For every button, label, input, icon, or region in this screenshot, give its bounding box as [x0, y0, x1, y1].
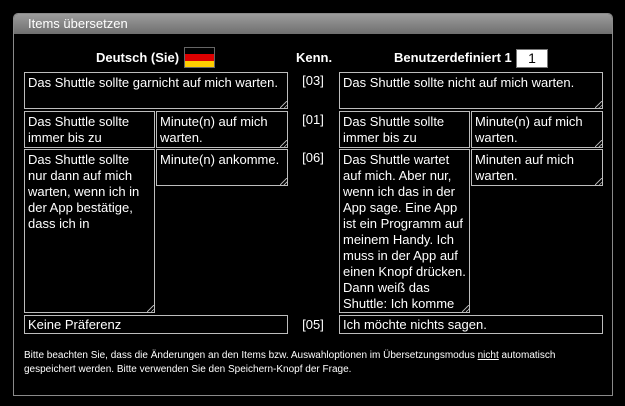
target-language-label: Benutzerdefiniert 1 — [394, 50, 512, 65]
target-text-05[interactable]: Ich möchte nichts sagen. — [339, 315, 603, 334]
target-text-06-part1[interactable]: Das Shuttle wartet auf mich. Aber nur, wenn ich das in der App sage. Eine App ist ein Programm auf meinem Handy. Ich muss in der App auf einen Knopf drücken. Dann weiß das Shuttle: Ich komme — [339, 149, 470, 313]
target-text-01-part2[interactable]: Minute(n) auf mich warten. — [471, 111, 603, 148]
resize-grip-icon[interactable] — [280, 178, 287, 185]
item-code-03: [03] — [302, 73, 324, 88]
source-text-01-part1[interactable]: Das Shuttle sollte immer bis zu — [24, 111, 155, 148]
source-text-06-part1[interactable]: Das Shuttle sollte nur dann auf mich warten, wenn ich in der App bestätige, dass ich in — [24, 149, 155, 313]
source-text-03[interactable]: Das Shuttle sollte garnicht auf mich warten. — [24, 72, 288, 109]
resize-grip-icon[interactable] — [462, 305, 469, 312]
note-text-2: automatisch gespeichert werden. Bitte verwenden Sie den Speichern-Knopf der Frage. — [24, 350, 556, 375]
target-text-03[interactable]: Das Shuttle sollte nicht auf mich warten. — [339, 72, 603, 109]
resize-grip-icon[interactable] — [595, 140, 602, 147]
resize-grip-icon[interactable] — [280, 101, 287, 108]
save-hint-note — [24, 349, 584, 377]
item-code-06: [06] — [302, 150, 324, 165]
source-text-01-part2[interactable]: Minute(n) auf mich warten. — [156, 111, 288, 148]
source-text-06-part2[interactable]: Minute(n) ankomme. — [156, 149, 288, 186]
code-column-label: Kenn. — [296, 50, 333, 65]
item-code-05: [05] — [302, 317, 324, 332]
note-emphasis: nicht — [477, 350, 499, 361]
target-text-06-part2[interactable]: Minuten auf mich warten. — [471, 149, 603, 186]
resize-grip-icon[interactable] — [595, 101, 602, 108]
german-flag-icon — [184, 47, 215, 68]
resize-grip-icon[interactable] — [595, 178, 602, 185]
source-language-label: Deutsch (Sie) — [96, 50, 180, 65]
target-language-number[interactable]: 1 — [516, 49, 548, 68]
note-text-1: Bitte beachten Sie, dass die Änderungen an den Items bzw. Auswahloptionen im Übersetzungsmodus — [24, 350, 478, 361]
resize-grip-icon[interactable] — [147, 305, 154, 312]
resize-grip-icon[interactable] — [280, 140, 287, 147]
source-text-05[interactable]: Keine Präferenz — [24, 315, 288, 334]
item-code-01: [01] — [302, 112, 324, 127]
target-text-01-part1[interactable]: Das Shuttle sollte immer bis zu — [339, 111, 470, 148]
dialog-title: Items übersetzen — [14, 14, 612, 34]
